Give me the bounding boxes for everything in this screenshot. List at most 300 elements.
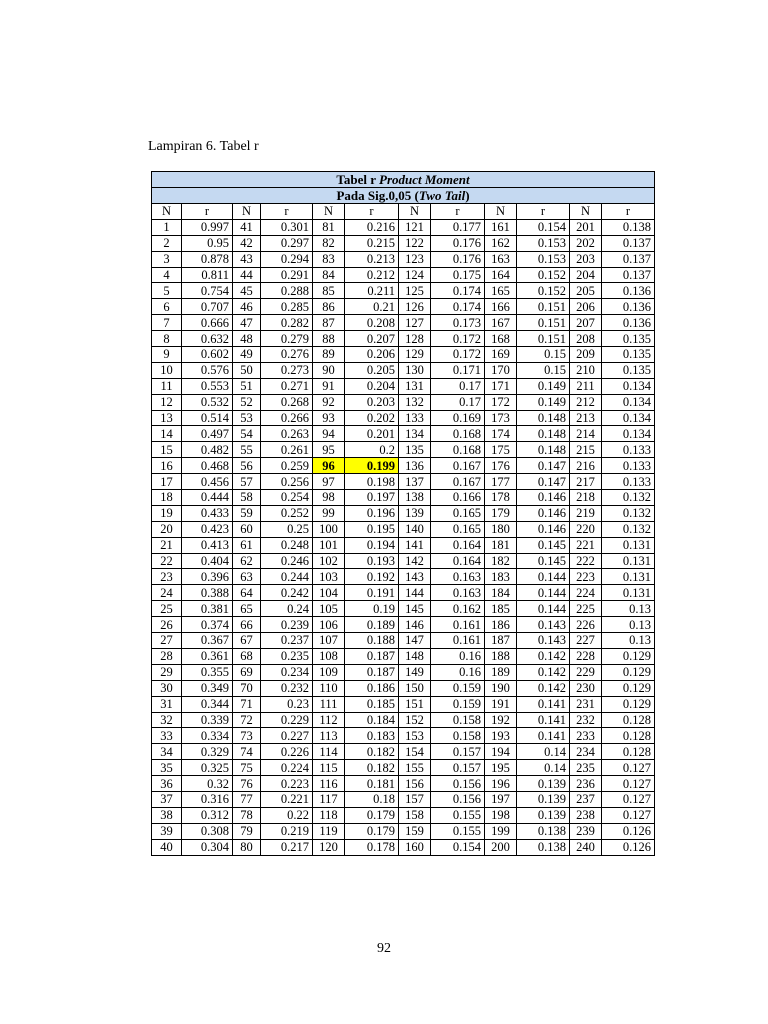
table-row	[152, 410, 655, 426]
r-value-cell: 0.444	[182, 490, 233, 506]
header-n: N	[485, 204, 517, 220]
r-value-cell: 0.146	[517, 505, 570, 521]
r-value-cell: 0.135	[602, 331, 655, 347]
n-cell: 215	[570, 442, 602, 458]
n-cell: 163	[485, 251, 517, 267]
r-value-cell: 0.134	[602, 394, 655, 410]
table-row	[152, 283, 655, 299]
header-r: r	[431, 204, 485, 220]
r-value-cell: 0.154	[431, 839, 485, 855]
n-cell: 226	[570, 617, 602, 633]
table-row	[152, 553, 655, 569]
n-cell: 3	[152, 251, 182, 267]
n-cell: 57	[233, 474, 261, 490]
r-value-cell: 0.128	[602, 712, 655, 728]
r-value-cell: 0.254	[261, 490, 313, 506]
table-row	[152, 251, 655, 267]
r-value-cell: 0.182	[345, 760, 399, 776]
n-cell: 68	[233, 648, 261, 664]
r-value-cell: 0.166	[431, 490, 485, 506]
r-value-cell: 0.132	[602, 521, 655, 537]
n-cell: 128	[399, 331, 431, 347]
r-value-cell: 0.134	[602, 426, 655, 442]
n-cell: 99	[313, 505, 345, 521]
table-row	[152, 537, 655, 553]
n-cell: 236	[570, 776, 602, 792]
r-value-cell: 0.167	[431, 474, 485, 490]
n-cell: 60	[233, 521, 261, 537]
r-value-cell: 0.276	[261, 347, 313, 363]
r-value-cell: 0.144	[517, 569, 570, 585]
n-cell: 87	[313, 315, 345, 331]
n-cell: 80	[233, 839, 261, 855]
n-cell: 207	[570, 315, 602, 331]
n-cell: 180	[485, 521, 517, 537]
r-value-cell: 0.204	[345, 378, 399, 394]
n-cell: 116	[313, 776, 345, 792]
n-cell: 113	[313, 728, 345, 744]
n-cell: 54	[233, 426, 261, 442]
n-cell: 19	[152, 505, 182, 521]
n-cell: 229	[570, 664, 602, 680]
r-value-cell: 0.198	[345, 474, 399, 490]
n-cell: 151	[399, 696, 431, 712]
n-cell: 152	[399, 712, 431, 728]
n-cell: 27	[152, 633, 182, 649]
n-cell: 176	[485, 458, 517, 474]
n-cell: 32	[152, 712, 182, 728]
r-value-cell: 0.147	[517, 458, 570, 474]
n-cell: 225	[570, 601, 602, 617]
n-cell: 36	[152, 776, 182, 792]
r-value-cell: 0.17	[431, 378, 485, 394]
r-value-cell: 0.156	[431, 791, 485, 807]
n-cell: 11	[152, 378, 182, 394]
r-value-cell: 0.227	[261, 728, 313, 744]
r-value-cell: 0.192	[345, 569, 399, 585]
n-cell: 111	[313, 696, 345, 712]
n-cell: 38	[152, 807, 182, 823]
r-value-cell: 0.212	[345, 267, 399, 283]
r-value-cell: 0.291	[261, 267, 313, 283]
n-cell: 63	[233, 569, 261, 585]
r-value-cell: 0.152	[517, 283, 570, 299]
r-value-cell: 0.158	[431, 712, 485, 728]
r-value-cell: 0.146	[517, 490, 570, 506]
r-value-cell: 0.175	[431, 267, 485, 283]
r-value-cell: 0.18	[345, 791, 399, 807]
n-cell: 133	[399, 410, 431, 426]
r-product-moment-table	[151, 171, 655, 856]
table-row	[152, 823, 655, 839]
r-value-cell: 0.127	[602, 791, 655, 807]
r-value-cell: 0.308	[182, 823, 233, 839]
n-cell: 59	[233, 505, 261, 521]
r-value-cell: 0.13	[602, 601, 655, 617]
r-value-cell: 0.482	[182, 442, 233, 458]
r-value-cell: 0.334	[182, 728, 233, 744]
table-row	[152, 728, 655, 744]
r-value-cell: 0.151	[517, 331, 570, 347]
r-value-cell: 0.226	[261, 744, 313, 760]
table-row	[152, 839, 655, 855]
table-row	[152, 235, 655, 251]
n-cell: 189	[485, 664, 517, 680]
r-value-cell: 0.131	[602, 569, 655, 585]
n-cell: 170	[485, 362, 517, 378]
n-cell: 82	[313, 235, 345, 251]
r-value-cell: 0.145	[517, 553, 570, 569]
r-value-cell: 0.205	[345, 362, 399, 378]
r-value-cell: 0.193	[345, 553, 399, 569]
n-cell: 149	[399, 664, 431, 680]
r-value-cell: 0.187	[345, 648, 399, 664]
n-cell: 13	[152, 410, 182, 426]
n-cell: 217	[570, 474, 602, 490]
r-value-cell: 0.19	[345, 601, 399, 617]
table-row	[152, 601, 655, 617]
n-cell: 64	[233, 585, 261, 601]
n-cell: 85	[313, 283, 345, 299]
n-cell: 115	[313, 760, 345, 776]
n-cell: 41	[233, 219, 261, 235]
r-value-cell: 0.164	[431, 537, 485, 553]
r-value-cell: 0.145	[517, 537, 570, 553]
r-value-cell: 0.174	[431, 299, 485, 315]
n-cell: 6	[152, 299, 182, 315]
n-cell: 205	[570, 283, 602, 299]
n-cell: 190	[485, 680, 517, 696]
r-value-cell: 0.136	[602, 299, 655, 315]
table-row	[152, 315, 655, 331]
n-cell: 197	[485, 791, 517, 807]
n-cell: 213	[570, 410, 602, 426]
r-value-cell: 0.184	[345, 712, 399, 728]
table-row	[152, 680, 655, 696]
n-cell: 230	[570, 680, 602, 696]
r-value-cell: 0.24	[261, 601, 313, 617]
r-value-cell: 0.142	[517, 664, 570, 680]
n-cell: 191	[485, 696, 517, 712]
n-cell: 20	[152, 521, 182, 537]
r-value-cell: 0.128	[602, 728, 655, 744]
n-cell: 186	[485, 617, 517, 633]
n-cell: 26	[152, 617, 182, 633]
n-cell: 129	[399, 347, 431, 363]
r-value-cell: 0.576	[182, 362, 233, 378]
r-value-cell: 0.143	[517, 633, 570, 649]
r-value-cell: 0.191	[345, 585, 399, 601]
table-row	[152, 648, 655, 664]
n-cell: 39	[152, 823, 182, 839]
table-row	[152, 458, 655, 474]
n-cell: 14	[152, 426, 182, 442]
n-cell: 168	[485, 331, 517, 347]
r-value-cell: 0.14	[517, 760, 570, 776]
r-value-cell: 0.632	[182, 331, 233, 347]
r-value-cell: 0.135	[602, 347, 655, 363]
n-cell: 55	[233, 442, 261, 458]
r-value-cell: 0.325	[182, 760, 233, 776]
n-cell: 79	[233, 823, 261, 839]
r-value-cell: 0.142	[517, 648, 570, 664]
n-cell: 140	[399, 521, 431, 537]
header-r: r	[602, 204, 655, 220]
header-n: N	[570, 204, 602, 220]
table-row	[152, 617, 655, 633]
n-cell: 24	[152, 585, 182, 601]
n-cell: 160	[399, 839, 431, 855]
r-value-cell: 0.126	[602, 839, 655, 855]
r-value-cell: 0.468	[182, 458, 233, 474]
r-value-cell: 0.172	[431, 347, 485, 363]
r-value-cell: 0.95	[182, 235, 233, 251]
n-cell: 239	[570, 823, 602, 839]
r-value-cell: 0.294	[261, 251, 313, 267]
header-r: r	[182, 204, 233, 220]
n-cell: 165	[485, 283, 517, 299]
r-value-cell: 0.135	[602, 362, 655, 378]
r-value-cell: 0.147	[517, 474, 570, 490]
n-cell: 126	[399, 299, 431, 315]
n-cell: 51	[233, 378, 261, 394]
n-cell: 219	[570, 505, 602, 521]
r-value-cell: 0.159	[431, 696, 485, 712]
r-value-cell: 0.259	[261, 458, 313, 474]
r-value-cell: 0.177	[431, 219, 485, 235]
n-cell: 233	[570, 728, 602, 744]
n-cell: 50	[233, 362, 261, 378]
n-cell: 224	[570, 585, 602, 601]
r-value-cell: 0.152	[517, 267, 570, 283]
table-subtitle: Pada Sig.0,05 (Two Tail)	[152, 188, 655, 204]
table-row	[152, 791, 655, 807]
r-value-cell: 0.666	[182, 315, 233, 331]
table-row	[152, 267, 655, 283]
n-cell: 117	[313, 791, 345, 807]
n-cell: 106	[313, 617, 345, 633]
r-value-cell: 0.163	[431, 569, 485, 585]
n-cell: 121	[399, 219, 431, 235]
table-row	[152, 394, 655, 410]
n-cell: 139	[399, 505, 431, 521]
n-cell: 72	[233, 712, 261, 728]
n-cell: 130	[399, 362, 431, 378]
n-cell: 171	[485, 378, 517, 394]
r-value-cell: 0.129	[602, 680, 655, 696]
r-value-cell: 0.164	[431, 553, 485, 569]
r-value-cell: 0.165	[431, 505, 485, 521]
n-cell: 235	[570, 760, 602, 776]
r-value-cell: 0.268	[261, 394, 313, 410]
r-value-cell: 0.144	[517, 585, 570, 601]
r-value-cell: 0.139	[517, 791, 570, 807]
r-value-cell: 0.195	[345, 521, 399, 537]
r-value-cell: 0.172	[431, 331, 485, 347]
n-cell: 47	[233, 315, 261, 331]
n-cell: 237	[570, 791, 602, 807]
r-value-cell: 0.148	[517, 426, 570, 442]
r-value-cell: 0.707	[182, 299, 233, 315]
n-cell: 81	[313, 219, 345, 235]
table-row	[152, 219, 655, 235]
r-value-cell: 0.237	[261, 633, 313, 649]
n-cell: 109	[313, 664, 345, 680]
r-value-cell: 0.242	[261, 585, 313, 601]
r-value-cell: 0.997	[182, 219, 233, 235]
r-value-cell: 0.211	[345, 283, 399, 299]
n-cell: 184	[485, 585, 517, 601]
n-cell: 223	[570, 569, 602, 585]
r-value-cell: 0.2	[345, 442, 399, 458]
n-cell: 28	[152, 648, 182, 664]
r-value-cell: 0.174	[431, 283, 485, 299]
highlighted-r-cell: 0.199	[345, 458, 399, 474]
n-cell: 61	[233, 537, 261, 553]
r-value-cell: 0.16	[431, 664, 485, 680]
r-value-cell: 0.256	[261, 474, 313, 490]
table-row	[152, 696, 655, 712]
r-value-cell: 0.248	[261, 537, 313, 553]
header-n: N	[152, 204, 182, 220]
n-cell: 222	[570, 553, 602, 569]
r-value-cell: 0.396	[182, 569, 233, 585]
n-cell: 212	[570, 394, 602, 410]
r-value-cell: 0.133	[602, 474, 655, 490]
n-cell: 86	[313, 299, 345, 315]
table-row	[152, 521, 655, 537]
n-cell: 208	[570, 331, 602, 347]
r-value-cell: 0.188	[345, 633, 399, 649]
r-value-cell: 0.381	[182, 601, 233, 617]
r-value-cell: 0.15	[517, 347, 570, 363]
n-cell: 216	[570, 458, 602, 474]
r-value-cell: 0.129	[602, 664, 655, 680]
r-value-cell: 0.133	[602, 458, 655, 474]
n-cell: 183	[485, 569, 517, 585]
r-value-cell: 0.433	[182, 505, 233, 521]
r-value-cell: 0.146	[517, 521, 570, 537]
r-value-cell: 0.134	[602, 378, 655, 394]
table-row	[152, 585, 655, 601]
n-cell: 161	[485, 219, 517, 235]
r-value-cell: 0.168	[431, 426, 485, 442]
r-value-cell: 0.153	[517, 235, 570, 251]
r-value-cell: 0.271	[261, 378, 313, 394]
r-value-cell: 0.423	[182, 521, 233, 537]
table-row	[152, 474, 655, 490]
r-value-cell: 0.246	[261, 553, 313, 569]
r-value-cell: 0.224	[261, 760, 313, 776]
n-cell: 94	[313, 426, 345, 442]
r-value-cell: 0.285	[261, 299, 313, 315]
n-cell: 69	[233, 664, 261, 680]
n-cell: 210	[570, 362, 602, 378]
n-cell: 105	[313, 601, 345, 617]
n-cell: 76	[233, 776, 261, 792]
r-value-cell: 0.361	[182, 648, 233, 664]
r-value-cell: 0.165	[431, 521, 485, 537]
r-value-cell: 0.149	[517, 394, 570, 410]
n-cell: 102	[313, 553, 345, 569]
r-value-cell: 0.216	[345, 219, 399, 235]
r-value-cell: 0.151	[517, 315, 570, 331]
r-value-cell: 0.131	[602, 553, 655, 569]
r-value-cell: 0.183	[345, 728, 399, 744]
r-value-cell: 0.234	[261, 664, 313, 680]
r-value-cell: 0.553	[182, 378, 233, 394]
table-row	[152, 442, 655, 458]
n-cell: 124	[399, 267, 431, 283]
r-value-cell: 0.217	[261, 839, 313, 855]
n-cell: 66	[233, 617, 261, 633]
n-cell: 101	[313, 537, 345, 553]
n-cell: 56	[233, 458, 261, 474]
r-value-cell: 0.134	[602, 410, 655, 426]
r-value-cell: 0.196	[345, 505, 399, 521]
n-cell: 187	[485, 633, 517, 649]
n-cell: 153	[399, 728, 431, 744]
r-value-cell: 0.179	[345, 823, 399, 839]
n-cell: 141	[399, 537, 431, 553]
n-cell: 166	[485, 299, 517, 315]
r-value-cell: 0.185	[345, 696, 399, 712]
n-cell: 21	[152, 537, 182, 553]
n-cell: 112	[313, 712, 345, 728]
n-cell: 211	[570, 378, 602, 394]
r-value-cell: 0.132	[602, 505, 655, 521]
n-cell: 43	[233, 251, 261, 267]
n-cell: 108	[313, 648, 345, 664]
r-value-cell: 0.137	[602, 235, 655, 251]
r-value-cell: 0.173	[431, 315, 485, 331]
n-cell: 143	[399, 569, 431, 585]
r-value-cell: 0.273	[261, 362, 313, 378]
r-value-cell: 0.137	[602, 251, 655, 267]
n-cell: 232	[570, 712, 602, 728]
n-cell: 185	[485, 601, 517, 617]
r-value-cell: 0.139	[517, 776, 570, 792]
r-value-cell: 0.186	[345, 680, 399, 696]
n-cell: 162	[485, 235, 517, 251]
n-cell: 88	[313, 331, 345, 347]
r-value-cell: 0.148	[517, 410, 570, 426]
r-value-cell: 0.374	[182, 617, 233, 633]
header-r: r	[345, 204, 399, 220]
r-value-cell: 0.339	[182, 712, 233, 728]
n-cell: 144	[399, 585, 431, 601]
n-cell: 178	[485, 490, 517, 506]
n-cell: 181	[485, 537, 517, 553]
n-cell: 12	[152, 394, 182, 410]
n-cell: 53	[233, 410, 261, 426]
n-cell: 199	[485, 823, 517, 839]
r-value-cell: 0.266	[261, 410, 313, 426]
r-value-cell: 0.167	[431, 458, 485, 474]
n-cell: 16	[152, 458, 182, 474]
r-value-cell: 0.14	[517, 744, 570, 760]
n-cell: 240	[570, 839, 602, 855]
n-cell: 92	[313, 394, 345, 410]
n-cell: 84	[313, 267, 345, 283]
table-row	[152, 426, 655, 442]
r-value-cell: 0.136	[602, 315, 655, 331]
table-row	[152, 776, 655, 792]
r-value-cell: 0.532	[182, 394, 233, 410]
r-value-cell: 0.23	[261, 696, 313, 712]
n-cell: 46	[233, 299, 261, 315]
r-value-cell: 0.141	[517, 696, 570, 712]
